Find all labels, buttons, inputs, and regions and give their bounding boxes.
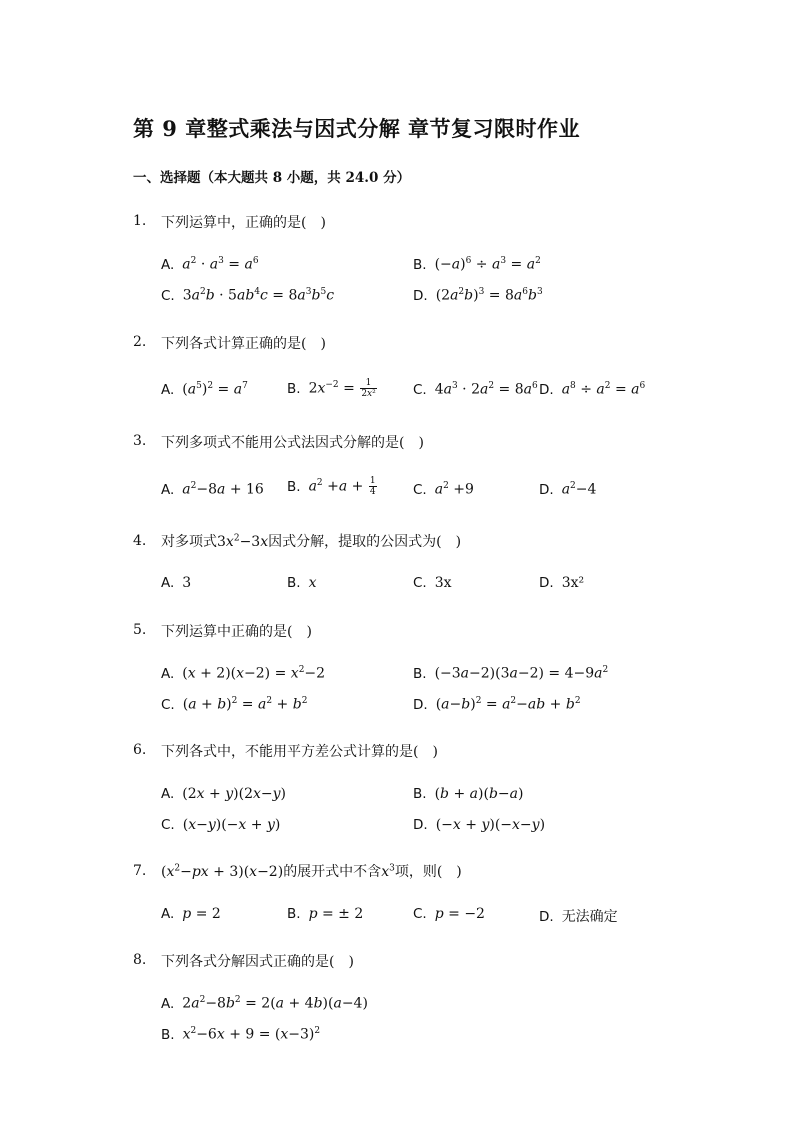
- option-label: C.: [161, 817, 175, 833]
- question-3-option-b[interactable]: B. $a^2 +a$ + $\frac{1}{4}$: [287, 476, 376, 497]
- section-heading: 一、选择题（本大题共 8 小题，共 24.0 分）: [133, 170, 411, 186]
- option-label: B.: [287, 906, 301, 922]
- question-1-option-c[interactable]: C. $3a^2b \cdot 5ab^4c = 8a^3b^5c$: [161, 287, 335, 304]
- option-label: A.: [161, 665, 175, 682]
- question-5-option-a[interactable]: A. $(x + 2)(x-2) = x^2-2$: [161, 665, 326, 682]
- question-1-option-d[interactable]: D. $(2a^2b)^3 = 8a^6b^3$: [413, 287, 543, 304]
- question-5-option-b[interactable]: B. $(-3a-2)(3a-2) = 4-9a^2$: [413, 665, 609, 682]
- option-label: B.: [161, 1026, 175, 1043]
- question-6-text: 下列各式中，不能用平方差公式计算的是( ): [161, 744, 438, 760]
- question-7-text-post: 的展开式中不含: [283, 864, 382, 880]
- question-4-number: 4.: [133, 533, 147, 549]
- question-7-text-end: 项，则( ): [394, 864, 462, 880]
- option-label: B.: [413, 786, 427, 802]
- option-label: D.: [539, 909, 554, 925]
- option-label: A.: [161, 481, 175, 498]
- option-value: 3x: [434, 575, 452, 591]
- question-1-option-b[interactable]: B. $(-a)^6 \div a^3 = a^2$: [413, 256, 541, 273]
- question-8-option-b[interactable]: B. $x^2-6x + 9 = (x-3)^2$: [161, 1026, 321, 1043]
- option-label: C.: [161, 696, 175, 713]
- question-4-text-pre: 对多项式: [161, 534, 217, 550]
- option-label: D.: [539, 381, 554, 398]
- question-8-number: 8.: [133, 952, 147, 968]
- option-value: 3: [182, 575, 192, 591]
- page-title: 第 9 章整式乘法与因式分解 章节复习限时作业: [133, 116, 581, 141]
- question-3-number: 3.: [133, 433, 147, 449]
- option-label: C.: [413, 575, 427, 591]
- question-2-text: 下列各式计算正确的是( ): [161, 336, 326, 352]
- option-label: A.: [161, 906, 175, 922]
- option-label: C.: [413, 481, 427, 498]
- question-2-number: 2.: [133, 334, 147, 350]
- question-3-option-a[interactable]: A. $a^2-8a + 16$: [161, 481, 264, 498]
- question-3-option-c[interactable]: C. $a^2 +9$: [413, 481, 474, 498]
- option-label: B.: [413, 665, 427, 682]
- question-5-text: 下列运算中正确的是( ): [161, 624, 312, 640]
- question-1-number: 1.: [133, 213, 147, 229]
- question-4-text: 对多项式$3x^2-3x$因式分解，提取的公因式为( ): [161, 533, 462, 550]
- question-2-option-a[interactable]: A. $(a^5)^2 = a^7$: [161, 381, 248, 398]
- question-5-option-c[interactable]: C. $(a + b)^2 = a^2 + b^2$: [161, 696, 308, 713]
- question-6-number: 6.: [133, 742, 147, 758]
- option-label: A.: [161, 786, 175, 802]
- option-label: A.: [161, 381, 175, 398]
- option-label: B.: [287, 478, 301, 495]
- question-7-option-a[interactable]: A. p = 2: [161, 906, 221, 922]
- option-label: A.: [161, 256, 175, 273]
- question-7-option-d[interactable]: [539, 906, 618, 926]
- question-7-text: $(x^2-px + 3)(x-2)$的展开式中不含$x^3$项，则( ): [161, 863, 462, 880]
- question-8-text: 下列各式分解因式正确的是( ): [161, 954, 354, 970]
- question-4-option-a[interactable]: [161, 575, 191, 591]
- question-3-option-d[interactable]: D. $a^2-4$: [539, 481, 597, 498]
- question-1-option-a[interactable]: A. $a^2 \cdot a^3 = a^6$: [161, 256, 259, 273]
- question-5-option-d[interactable]: D. $(a-b)^2 = a^2-ab + b^2$: [413, 696, 581, 713]
- question-2-option-d[interactable]: D. $a^8 \div a^2 = a^6$: [539, 381, 646, 398]
- option-label: C.: [413, 381, 427, 398]
- question-4-text-post: 因式分解，提取的公因式为( ): [268, 534, 462, 550]
- option-label: B.: [287, 380, 301, 397]
- option-label: D.: [413, 287, 428, 304]
- option-label: D.: [413, 696, 428, 713]
- question-4-option-b[interactable]: [287, 575, 316, 591]
- question-2-option-b[interactable]: B. $2x^{-2}$ = $\frac{1}{\text{2x²}}$: [287, 378, 376, 399]
- question-7-option-c[interactable]: C. p = −2: [413, 906, 485, 922]
- question-7-number: 7.: [133, 863, 147, 879]
- question-7-option-b[interactable]: B. p = ± 2: [287, 906, 364, 922]
- question-3-text: 下列多项式不能用公式法因式分解的是( ): [161, 435, 424, 451]
- option-label: C.: [161, 287, 175, 304]
- question-4-option-d[interactable]: [539, 575, 584, 591]
- option-label: B.: [413, 256, 427, 273]
- option-value: 无法确定: [561, 909, 618, 925]
- option-label: C.: [413, 906, 427, 922]
- option-label: D.: [413, 817, 428, 833]
- question-2-option-c[interactable]: C. $4a^3 \cdot 2a^2 = 8a^6$: [413, 381, 538, 398]
- option-label: D.: [539, 575, 554, 591]
- question-6-option-b[interactable]: B. (b + a)(b−a): [413, 786, 524, 802]
- question-5-number: 5.: [133, 622, 147, 638]
- question-1-text: 下列运算中，正确的是( ): [161, 215, 326, 231]
- option-label: D.: [539, 481, 554, 498]
- question-8-option-a[interactable]: A. $2a^2-8b^2 = 2(a + 4b)(a-4)$: [161, 995, 368, 1012]
- option-label: A.: [161, 575, 175, 591]
- question-6-option-d[interactable]: D. (−x + y)(−x−y): [413, 817, 546, 833]
- question-6-option-c[interactable]: C. (x−y)(−x + y): [161, 817, 281, 833]
- option-label: A.: [161, 995, 175, 1012]
- option-value: 3x²: [561, 575, 585, 591]
- question-4-option-c[interactable]: [413, 575, 452, 591]
- option-label: B.: [287, 575, 301, 591]
- question-6-option-a[interactable]: A. (2x + y)(2x−y): [161, 786, 287, 802]
- option-value: x: [308, 575, 317, 591]
